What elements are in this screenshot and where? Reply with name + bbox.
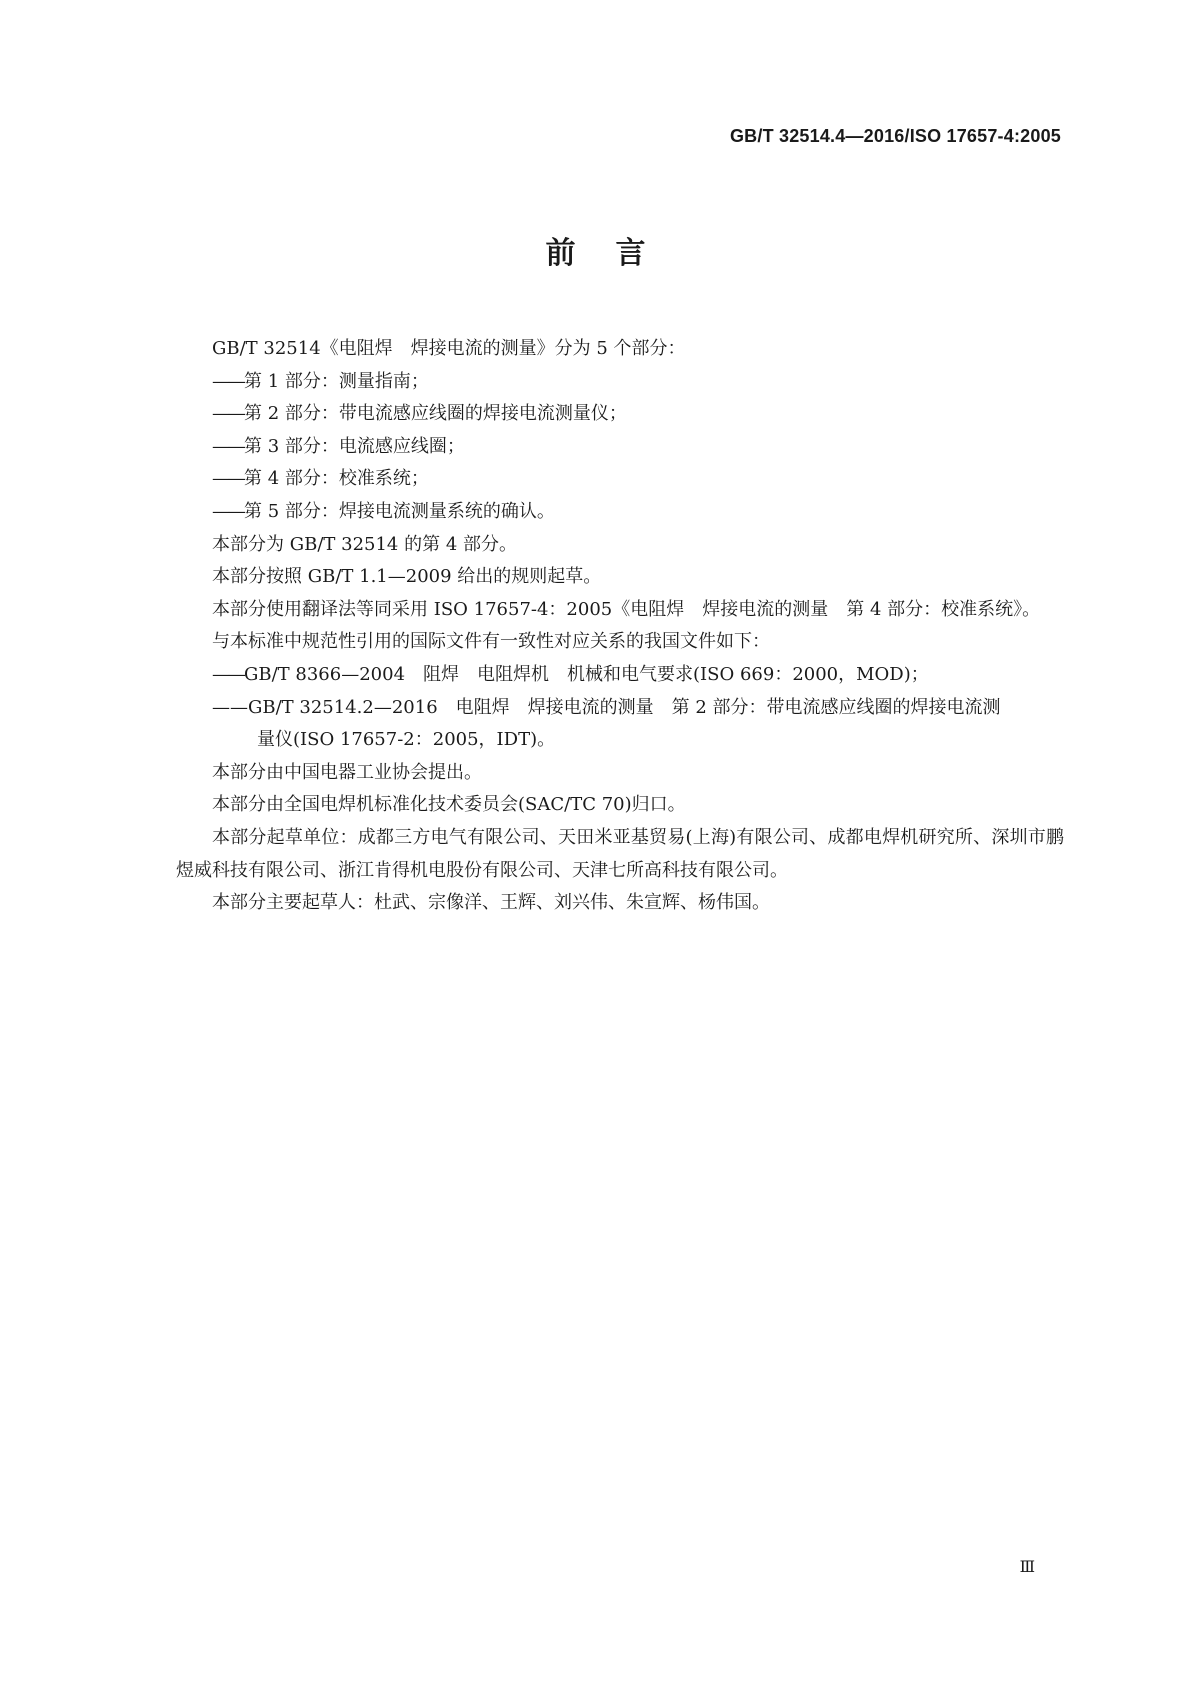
correspondence-item-text: GB/T 32514.2—2016 电阻焊 焊接电流的测量 第 2 部分：带电流感应线圈的焊接电流测 xyxy=(248,696,1001,718)
proposed-by-paragraph: 本部分由中国电器工业协会提出。 xyxy=(212,761,482,783)
part-list-item-text: 第 1 部分：测量指南； xyxy=(244,370,429,392)
page-number: Ⅲ xyxy=(1019,1559,1035,1576)
correspondence-list-item xyxy=(176,692,1064,757)
em-dash: —— xyxy=(212,663,244,685)
part-list-item xyxy=(176,366,1064,399)
page-title: 前言 xyxy=(545,236,686,271)
part-list-item-text: 第 5 部分：焊接电流测量系统的确认。 xyxy=(244,500,555,522)
this-part-paragraph: 本部分为 GB/T 32514 的第 4 部分。 xyxy=(212,533,517,555)
intro-paragraph: GB/T 32514《电阻焊 焊接电流的测量》分为 5 个部分： xyxy=(212,338,686,359)
part-list-item xyxy=(176,398,1064,431)
part-list-item-text: 第 2 部分：带电流感应线圈的焊接电流测量仪； xyxy=(244,403,627,425)
part-list-item-text: 第 4 部分：校准系统； xyxy=(244,468,429,490)
correspondence-intro-paragraph: 与本标准中规范性引用的国际文件有一致性对应关系的我国文件如下： xyxy=(212,631,770,653)
part-list-item-text: 第 3 部分：电流感应线圈； xyxy=(244,435,465,457)
em-dash: —— xyxy=(212,468,244,490)
part-list-item xyxy=(176,431,1064,464)
drafting-units-paragraph: 本部分起草单位：成都三方电气有限公司、天田米亚基贸易(上海)有限公司、成都电焊机研究所、深圳市鹏煜威科技有限公司、浙江肯得机电股份有限公司、天津七所高科技有限公司。 xyxy=(176,826,1064,881)
em-dash: —— xyxy=(212,403,244,425)
part-list-item xyxy=(176,496,1064,529)
correspondence-item-line2: 量仪(ISO 17657-2：2005，IDT)。 xyxy=(257,729,556,751)
foreword-body xyxy=(176,333,1064,920)
correspondence-item-text: GB/T 8366—2004 阻焊 电阻焊机 机械和电气要求(ISO 669：2000，MOD)； xyxy=(244,663,929,685)
standard-code-header: GB/T 32514.4—2016/ISO 17657-4:2005 xyxy=(729,126,1061,146)
drafting-rules-paragraph: 本部分按照 GB/T 1.1—2009 给出的规则起草。 xyxy=(212,566,602,588)
centralized-by-paragraph: 本部分由全国电焊机标准化技术委员会(SAC/TC 70)归口。 xyxy=(212,794,686,816)
translation-paragraph: 本部分使用翻译法等同采用 ISO 17657-4：2005《电阻焊 焊接电流的测量 第 4 部分：校准系统》。 xyxy=(212,598,1041,620)
em-dash: —— xyxy=(212,370,244,392)
em-dash: —— xyxy=(212,500,244,522)
em-dash: —— xyxy=(212,435,244,457)
drafters-paragraph: 本部分主要起草人：杜武、宗像洋、王辉、刘兴伟、朱宣辉、杨伟国。 xyxy=(212,892,770,914)
correspondence-list-item xyxy=(176,659,1064,692)
em-dash: —— xyxy=(212,696,248,718)
correspondence-item-line1 xyxy=(212,692,1064,725)
part-list-item xyxy=(176,463,1064,496)
